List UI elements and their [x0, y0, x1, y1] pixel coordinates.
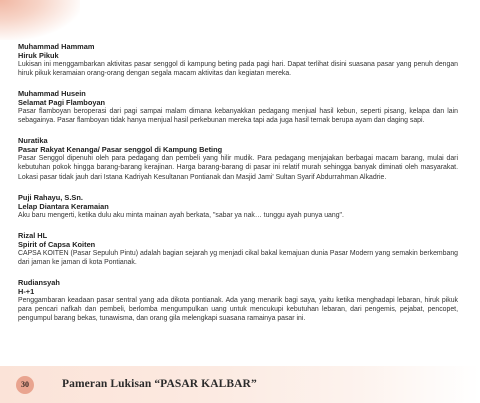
artwork-entry-rudiansyah	[18, 278, 458, 323]
artwork-entry-husein	[18, 89, 458, 125]
artist-name: Nuratika	[18, 136, 48, 146]
artwork-title: H-+1	[18, 286, 35, 296]
exhibition-title: Pameran Lukisan “PASAR KALBAR”	[62, 378, 257, 390]
artwork-descriptions	[18, 42, 458, 334]
artwork-description: Penggambaran keadaan pasar sentral yang ada dikota pontianak. Ada yang menarik bagi saya, yaitu ketika menghadapi lebaran, hiruk pikuk para pencari nafkah dan pembeli, berlomba mengumpulkan uang untuk mencukupi kebutuhan lebaran, dari pengemis, pejabat, pencopet, pengumpul barang bekas, tunawisma, dan orang gila melengkapi suasana ramainya pasar ini.	[18, 296, 458, 323]
artist-name: Rudiansyah	[18, 277, 60, 287]
artwork-title: Pasar Rakyat Kenanga/ Pasar senggol di Kampung Beting	[18, 145, 223, 155]
artwork-description: Lukisan ini menggambarkan aktivitas pasar senggol di kampung beting pada pagi hari. Dapat terlihat disini suasana pasar yang penuh dengan hiruk pikuk keramaian orang-orang dengan segala macam aktivitas dan kegiatan mereka.	[18, 61, 458, 78]
artwork-entry-puji	[18, 193, 458, 220]
artwork-description: Aku baru mengerti, ketika dulu aku minta mainan ayah berkata, "sabar ya nak… tunggu ayah punya uang".	[18, 211, 344, 219]
artwork-description: CAPSA KOITEN (Pasar Sepuluh Pintu) adalah bagian sejarah yg menjadi cikal bakal kemajuan dunia Pasar Modern yang semakin berkembang dari jaman ke jaman di kota Pontianak.	[18, 249, 458, 266]
artwork-title: Lelap Diantara Keramaian	[18, 201, 109, 211]
artwork-title: Hiruk Pikuk	[18, 51, 59, 60]
artist-name: Puji Rahayu, S.Sn.	[18, 192, 83, 202]
artwork-entry-hammam	[18, 42, 458, 78]
artist-name: Muhammad Husein	[18, 89, 86, 99]
artwork-entry-nuratika	[18, 136, 458, 181]
corner-decoration	[0, 0, 80, 40]
artwork-description: Pasar flamboyan beroperasi dari pagi sampai malam dimana kebanyakkan pedagang menjual hasil kebun, seperti pisang, kelapa dan lain sebagainya. Pasar flamboyan tidak hanya menjual hasil perkebunan mereka tapi ada juga hasil ternak berupa ayam dan daging sapi.	[18, 108, 458, 125]
page-footer	[0, 366, 480, 403]
artwork-entry-rizal	[18, 231, 458, 267]
artist-name: Rizal HL	[18, 230, 48, 240]
page-number-badge: 30	[16, 376, 34, 394]
artist-name: Muhammad Hammam	[18, 42, 95, 51]
artwork-title: Selamat Pagi Flamboyan	[18, 98, 106, 108]
artwork-title: Spirit of Capsa Koiten	[18, 239, 96, 249]
artwork-description: Pasar Senggol dipenuhi oleh para pedagang dan pembeli yang hilir mudik. Para pedagang menjajakan berbagai macam barang, mulai dari kebutuhan pokok hingga barang-barang kerajinan. Harga barang-barang di pasar ini relatif murah sehingga banyak diminati oleh masyarakat. Lokasi pasar tidak jauh dari Istana Kadriyah Kesultanan Pontianak dan Masjid Jami' Sultan Syarif Abdurrahman Alkadrie.	[18, 155, 458, 181]
